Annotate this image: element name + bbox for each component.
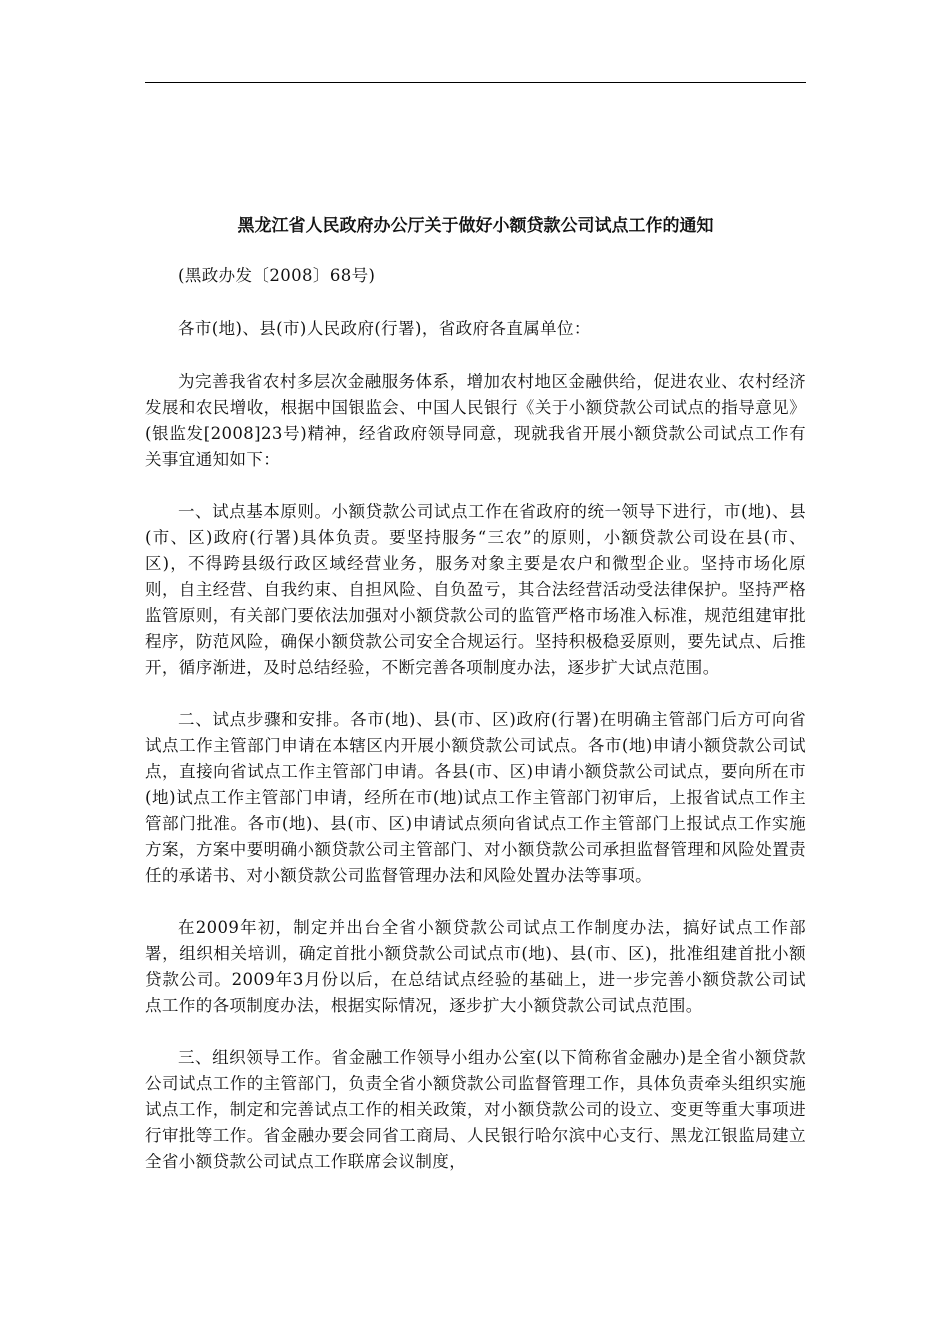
paragraph-leadership: 三、组织领导工作。省金融工作领导小组办公室(以下简称省金融办)是全省小额贷款公司试点工作的主管部门，负责全省小额贷款公司监督管理工作，具体负责牵头组织实施试点工作，制定和完善试点工作的相关政策，对小额贷款公司的设立、变更等重大事项进行审批等工作。省金融办要会同省工商局、人民银行哈尔滨中心支行、黑龙江银监局建立全省小额贷款公司试点工作联席会议制度， [145,1048,806,1171]
document-body [145,213,806,1201]
paragraph-steps: 二、试点步骤和安排。各市(地)、县(市、区)政府(行署)在明确主管部门后方可向省试点工作主管部门申请在本辖区内开展小额贷款公司试点。各市(地)申请小额贷款公司试点，直接向省试点工作主管部门申请。各县(市、区)申请小额贷款公司试点，要向所在市(地)试点工作主管部门申请，经所在市(地)试点工作主管部门初审后，上报省试点工作主管部门批准。各市(地)、县(市、区)申请试点须向省试点工作主管部门上报试点工作实施方案，方案中要明确小额贷款公司主管部门、对小额贷款公司承担监督管理和风险处置责任的承诺书、对小额贷款公司监督管理办法和风险处置办法等事项。 [145,710,806,885]
document-title: 黑龙江省人民政府办公厅关于做好小额贷款公司试点工作的通知 [237,216,714,236]
paragraph-schedule: 在2009年初，制定并出台全省小额贷款公司试点工作制度办法，搞好试点工作部署，组织相关培训，确定首批小额贷款公司试点市(地)、县(市、区)，批准组建首批小额贷款公司。2009年3月份以后，在总结试点经验的基础上，进一步完善小额贷款公司试点工作的各项制度办法，根据实际情况，逐步扩大小额贷款公司试点范围。 [145,918,806,1015]
paragraph-principles: 一、试点基本原则。小额贷款公司试点工作在省政府的统一领导下进行，市(地)、县(市、区)政府(行署)具体负责。要坚持服务“三农”的原则，小额贷款公司设在县(市、区)，不得跨县级行政区域经营业务，服务对象主要是农户和微型企业。坚持市场化原则，自主经营、自我约束、自担风险、自负盈亏，其合法经营活动受法律保护。坚持严格监管原则，有关部门要依法加强对小额贷款公司的监管严格市场准入标准，规范组建审批程序，防范风险，确保小额贷款公司安全合规运行。坚持积极稳妥原则，要先试点、后推开，循序渐进，及时总结经验，不断完善各项制度办法，逐步扩大试点范围。 [145,502,806,677]
paragraph-intro: 为完善我省农村多层次金融服务体系，增加农村地区金融供给，促进农业、农村经济发展和农民增收，根据中国银监会、中国人民银行《关于小额贷款公司试点的指导意见》(银监发[2008]23号)精神，经省政府领导同意，现就我省开展小额贷款公司试点工作有关事宜通知如下： [145,372,806,469]
salutation: 各市(地)、县(市)人民政府(行署)，省政府各直属单位： [178,319,591,338]
header-rule [145,82,806,83]
document-number: (黑政办发〔2008〕68号) [178,266,376,285]
